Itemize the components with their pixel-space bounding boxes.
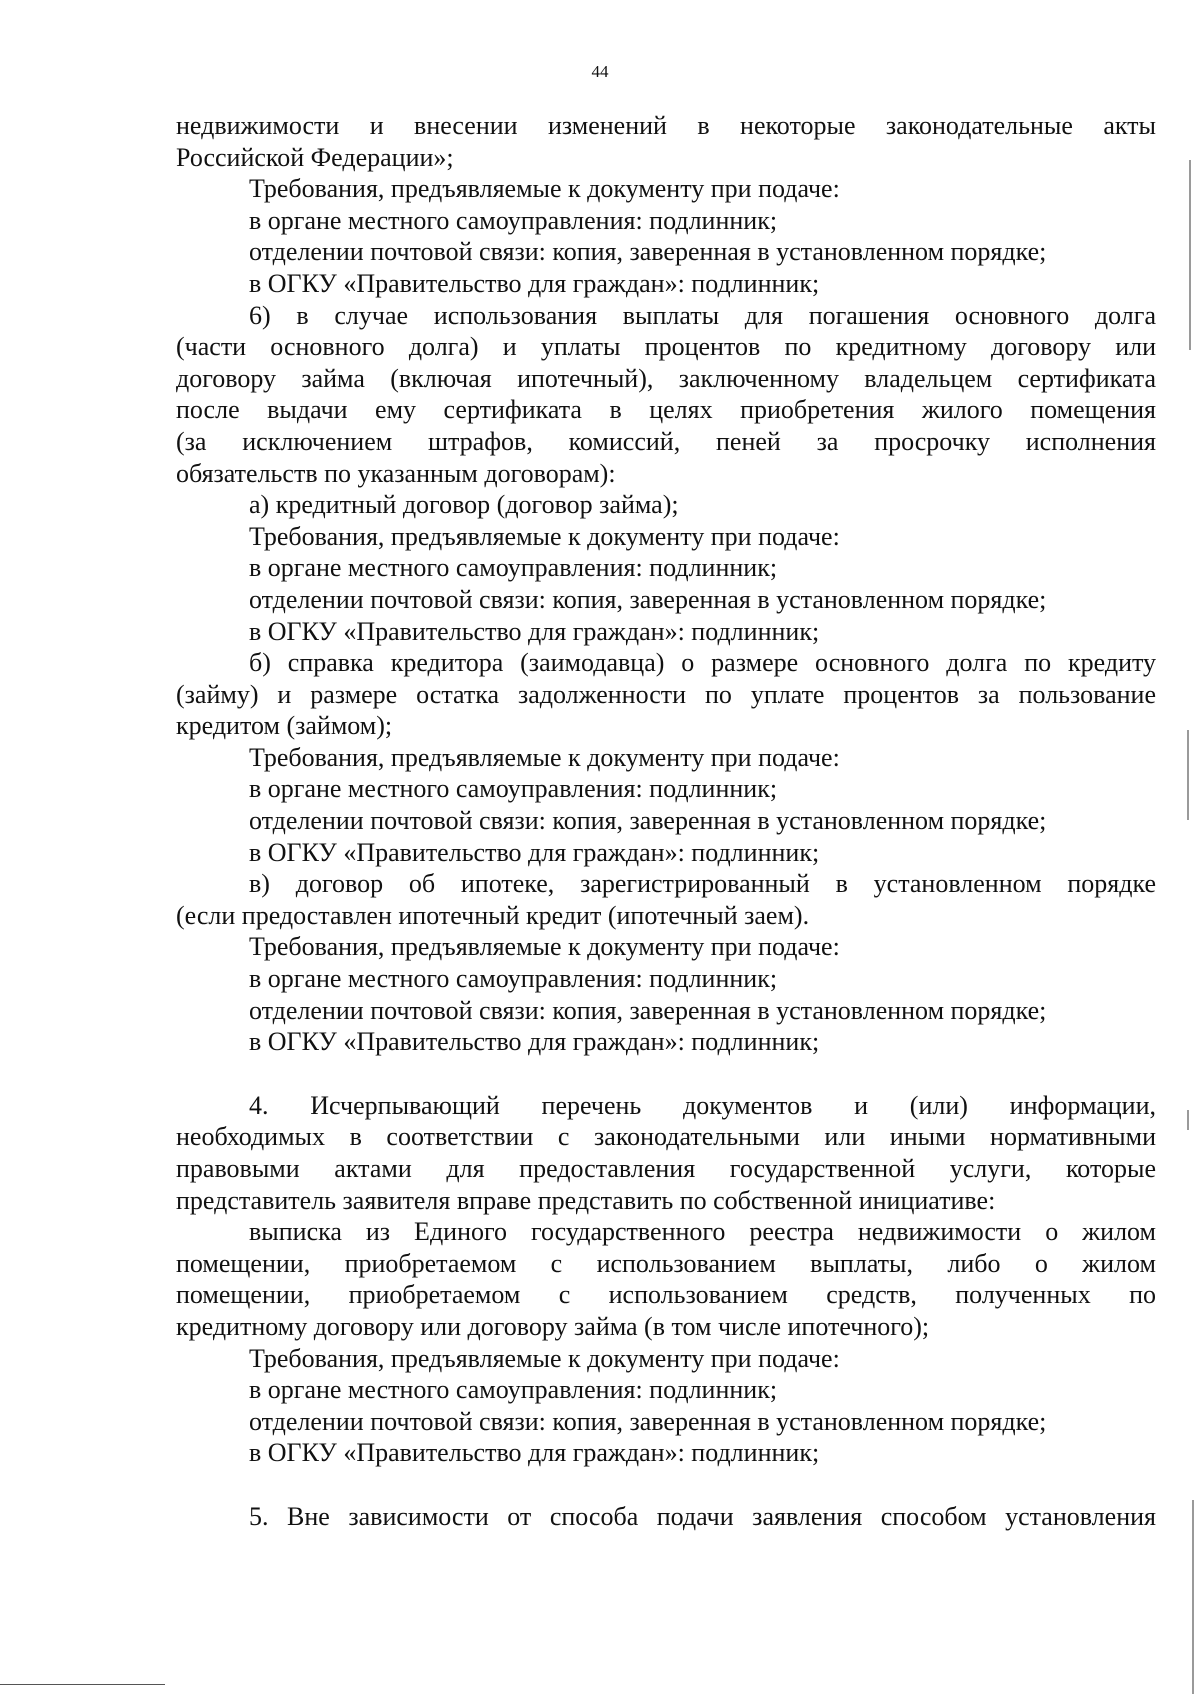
requirements-heading: Требования, предъявляемые к документу при подаче: (249, 174, 840, 204)
text-line: кредитному договору или договору займа (в том числе ипотечного); (176, 1311, 930, 1341)
section-5-heading: 5. Вне зависимости от способа подачи заявления способом установления (249, 1501, 1156, 1531)
requirement-post-office: отделении почтовой связи: копия, заверенная в установленном порядке; (249, 806, 1047, 836)
requirement-local-government: в органе местного самоуправления: подлинник; (249, 1375, 778, 1405)
text-line: после выдачи ему сертификата в целях приобретения жилого помещения (176, 395, 1156, 425)
text-line: (за исключением штрафов, комиссий, пеней за просрочку исполнения (176, 426, 1156, 456)
scan-artifact-line (1192, 1500, 1194, 1694)
requirement-ogku: в ОГКУ «Правительство для граждан»: подлинник; (249, 616, 820, 646)
requirements-heading: Требования, предъявляемые к документу при подаче: (249, 742, 840, 772)
requirement-local-government: в органе местного самоуправления: подлинник; (249, 774, 778, 804)
text-line: Российской Федерации»; (176, 142, 454, 172)
text-line: (если предоставлен ипотечный кредит (ипотечный заем). (176, 900, 810, 930)
scan-artifact-line (1189, 160, 1191, 350)
list-item-a: а) кредитный договор (договор займа); (249, 490, 679, 520)
text-line: помещении, приобретаемом с использованием выплаты, либо о жилом (176, 1248, 1156, 1278)
text-line: обязательств по указанным договорам): (176, 458, 616, 488)
requirement-ogku: в ОГКУ «Правительство для граждан»: подлинник; (249, 1027, 820, 1057)
text-line: помещении, приобретаемом с использованием средств, полученных по (176, 1280, 1156, 1310)
requirement-local-government: в органе местного самоуправления: подлинник; (249, 964, 778, 994)
requirements-heading: Требования, предъявляемые к документу при подаче: (249, 1343, 840, 1373)
requirement-post-office: отделении почтовой связи: копия, заверенная в установленном порядке; (249, 584, 1047, 614)
requirement-post-office: отделении почтовой связи: копия, заверенная в установленном порядке; (249, 237, 1047, 267)
scan-artifact-line (1187, 730, 1189, 820)
text-line: необходимых в соответствии с законодательными или иными нормативными (176, 1122, 1156, 1152)
requirement-post-office: отделении почтовой связи: копия, заверенная в установленном порядке; (249, 1406, 1047, 1436)
text-line: в) договор об ипотеке, зарегистрированный в установленном порядке (249, 869, 1156, 899)
text-line: выписка из Единого государственного реестра недвижимости о жилом (249, 1217, 1156, 1247)
text-line: (займу) и размере остатка задолженности по уплате процентов за пользование (176, 679, 1156, 709)
requirement-post-office: отделении почтовой связи: копия, заверенная в установленном порядке; (249, 995, 1047, 1025)
requirement-ogku: в ОГКУ «Правительство для граждан»: подлинник; (249, 1438, 820, 1468)
text-line: правовыми актами для предоставления государственной услуги, которые (176, 1154, 1156, 1183)
text-line: договору займа (включая ипотечный), заключенному владельцем сертификата (176, 363, 1156, 393)
text-line: (части основного долга) и уплаты процентов по кредитному договору или (176, 332, 1156, 362)
text-line: кредитом (займом); (176, 711, 393, 741)
requirements-heading: Требования, предъявляемые к документу при подаче: (249, 521, 840, 551)
scan-artifact-rule (0, 1684, 165, 1685)
section-gap (176, 1469, 1156, 1501)
text-line: представитель заявителя вправе представить по собственной инициативе: (176, 1185, 996, 1215)
scan-artifact-line (1187, 1110, 1189, 1130)
requirement-ogku: в ОГКУ «Правительство для граждан»: подлинник; (249, 837, 820, 867)
text-line: 6) в случае использования выплаты для погашения основного долга (249, 300, 1156, 330)
requirement-local-government: в органе местного самоуправления: подлинник; (249, 553, 778, 583)
section-gap (176, 1058, 1156, 1090)
page-number: 44 (591, 62, 609, 81)
text-line: недвижимости и внесении изменений в некоторые законодательные акты (176, 111, 1156, 140)
text-line: б) справка кредитора (заимодавца) о размере основного долга по кредиту (249, 648, 1156, 678)
requirement-ogku: в ОГКУ «Правительство для граждан»: подлинник; (249, 268, 820, 298)
section-4-heading: 4. Исчерпывающий перечень документов и (или) информации, (249, 1090, 1156, 1120)
requirement-local-government: в органе местного самоуправления: подлинник; (249, 205, 778, 235)
document-body (176, 110, 1156, 1533)
requirements-heading: Требования, предъявляемые к документу при подаче: (249, 932, 840, 962)
